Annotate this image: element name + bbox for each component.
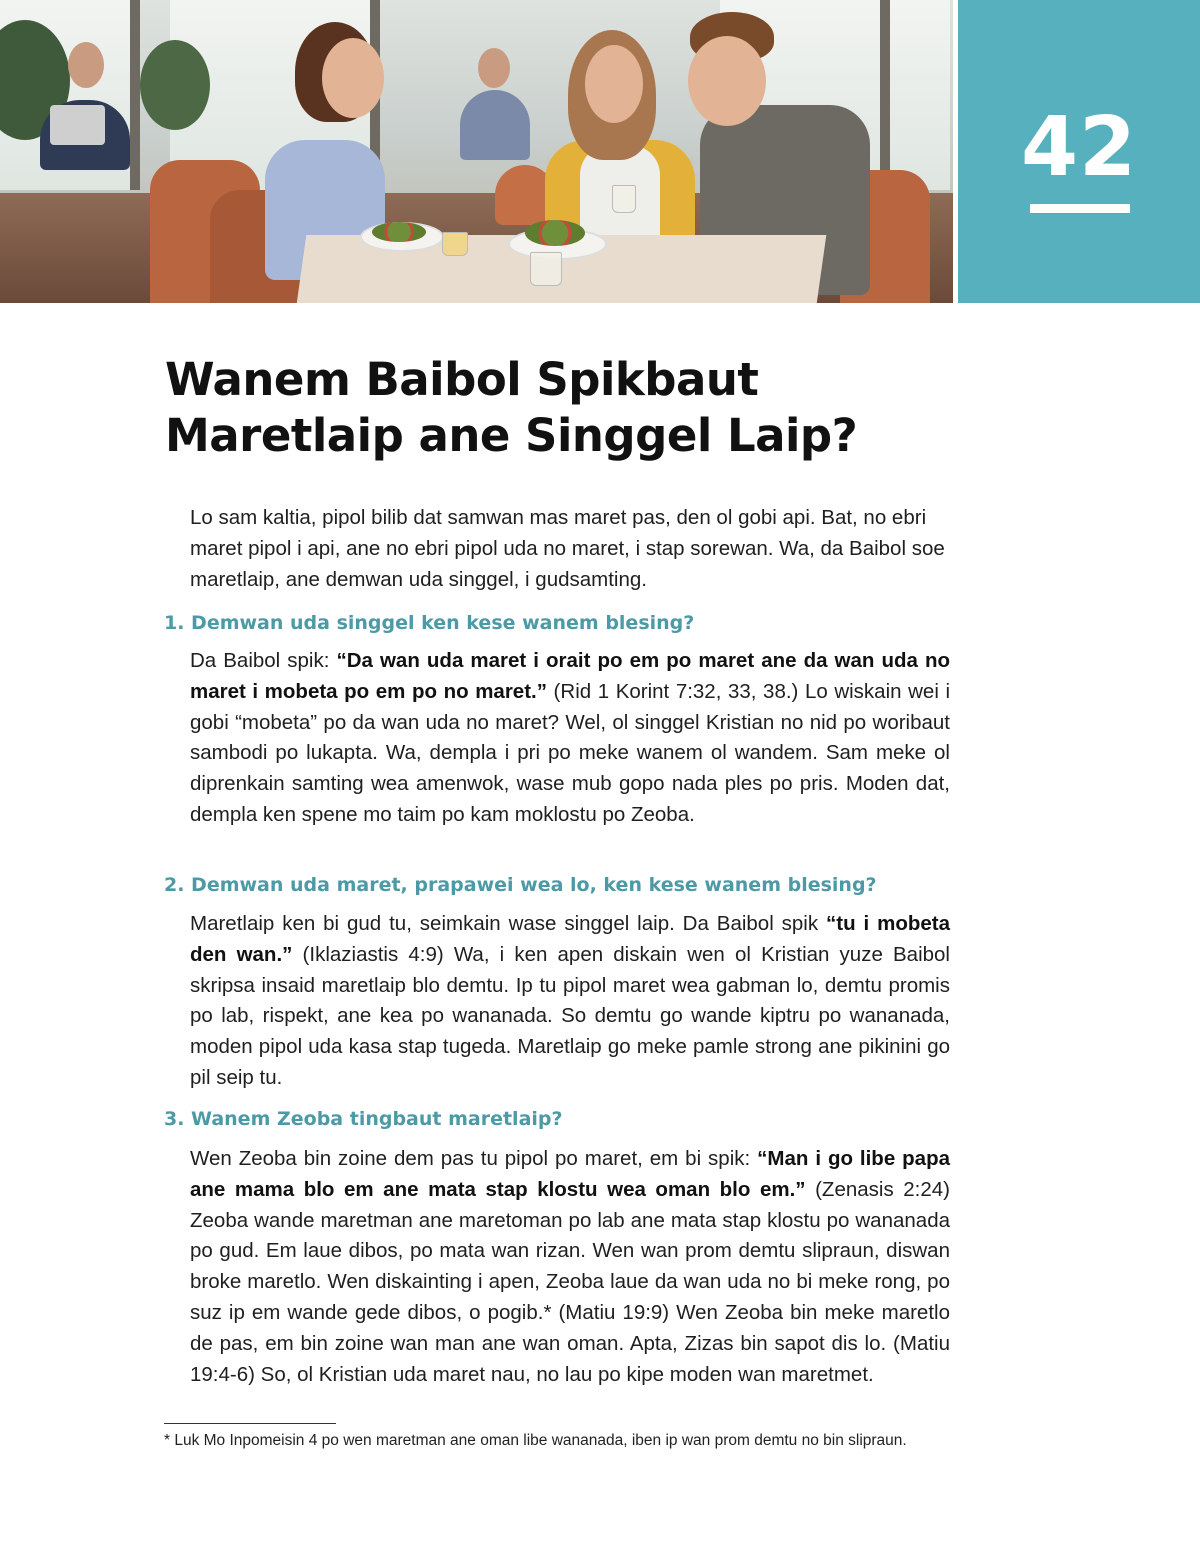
answer-3-lead: Wen Zeoba bin zoine dem pas tu pipol po maret, em bi spik: (190, 1147, 758, 1170)
glass (530, 252, 562, 286)
footnote-divider (164, 1423, 336, 1424)
window-frame (880, 0, 890, 190)
glass (612, 185, 636, 213)
plant (140, 40, 210, 130)
answer-2-rest: (Iklaziastis 4:9) Wa, i ken apen diskain wen ol Kristian yuze Baibol skripsa insaid maretlaip blo demtu. Ip tu pipol maret wea gabman lo, demtu promis po lab, rispekt, ane kea po wananada. So demtu go wande kiptru po wananada, moden pipol uda kasa stap tugeda. Maretlaip go meke pamle strong ane pikinini go pil seip tu. (190, 942, 950, 1089)
chapter-number: 42 (1020, 100, 1138, 195)
answer-3-quote: “Man i go libe papa ane mama blo em ane mata stap klostu wea oman blo em.” (190, 1147, 950, 1201)
background-diner (460, 90, 530, 160)
question-2: 2. Demwan uda maret, prapawei wea lo, ken kese wanem blesing? (164, 874, 877, 896)
chapter-underline (1030, 204, 1130, 213)
question-3: 3. Wanem Zeoba tingbaut maretlaip? (164, 1108, 563, 1130)
answer-2 (190, 909, 950, 1094)
woman-left-head (322, 38, 384, 118)
glass (442, 232, 468, 256)
salad (525, 220, 585, 246)
intro-paragraph: Lo sam kaltia, pipol bilib dat samwan mas maret pas, den ol gobi api. Bat, no ebri maret pipol i api, ane no ebri pipol uda no maret, i stap sorewan. Wa, da Baibol soe maretlaip, ane demwan uda singgel, i gudsamting. (190, 506, 945, 591)
salad (372, 222, 426, 242)
woman-center-head (585, 45, 643, 123)
footnote: * Luk Mo Inpomeisin 4 po wen maretman ane oman libe wananada, iben ip wan prom demtu no bin slipraun. (164, 1432, 907, 1449)
answer-2-lead: Maretlaip ken bi gud tu, seimkain wase singgel laip. Da Baibol spik (190, 912, 827, 935)
answer-1 (190, 646, 950, 831)
answer-1-lead: Da Baibol spik: (190, 649, 337, 672)
answer-1-quote: “Da wan uda maret i orait po em po maret ane da wan uda no maret i mobeta po em po no maret.” (190, 649, 950, 703)
hero-photo (0, 0, 953, 303)
answer-1-rest: (Rid 1 Korint 7:32, 33, 38.) Lo wiskain wei i gobi “mobeta” po da wan uda no maret? Wel, ol singgel Kristian no nid po woribaut sambodi po lukapta. Wa, dempla i pri po meke wanem ol wandem. Sam meke ol diprenkain samting wea amenwok, wase mub gopo nada ples po pris. Moden dat, dempla ken spene mo taim po kam moklostu po Zeoba. (190, 679, 950, 826)
answer-3-rest: (Zenasis 2:24) Zeoba wande maretman ane maretoman po lab ane mata stap klostu po wananada po gud. Em laue dibos, po mata wan rizan. Wen wan prom demtu slipraun, diswan broke maretlo. Wen diskainting i apen, Zeoba laue da wan uda no bi meke rong, po suz ip em wande gede dibos, o pogib.* (Matiu 19:9) Wen Zeoba bin meke maretlo de pas, em bin zoine wan man ane wan oman. Apta, Zizas bin sapot dis lo. (Matiu 19:4-6) So, ol Kristian uda maret nau, no lau po kipe moden wan maretmet. (190, 1177, 950, 1386)
window-frame (130, 0, 140, 190)
background-diner-head (68, 42, 104, 88)
man-right-head (688, 36, 766, 126)
laptop (50, 105, 105, 145)
chapter-tab (958, 0, 1200, 303)
title-line-1: Wanem Baibol Spikbaut (165, 353, 759, 406)
title-line-2: Maretlaip ane Singgel Laip? (165, 409, 858, 462)
question-1: 1. Demwan uda singgel ken kese wanem blesing? (164, 612, 695, 634)
background-diner-head (478, 48, 510, 88)
page-title (165, 352, 925, 464)
answer-3 (190, 1144, 950, 1390)
answer-2-quote: “tu i mobeta den wan.” (190, 912, 950, 966)
